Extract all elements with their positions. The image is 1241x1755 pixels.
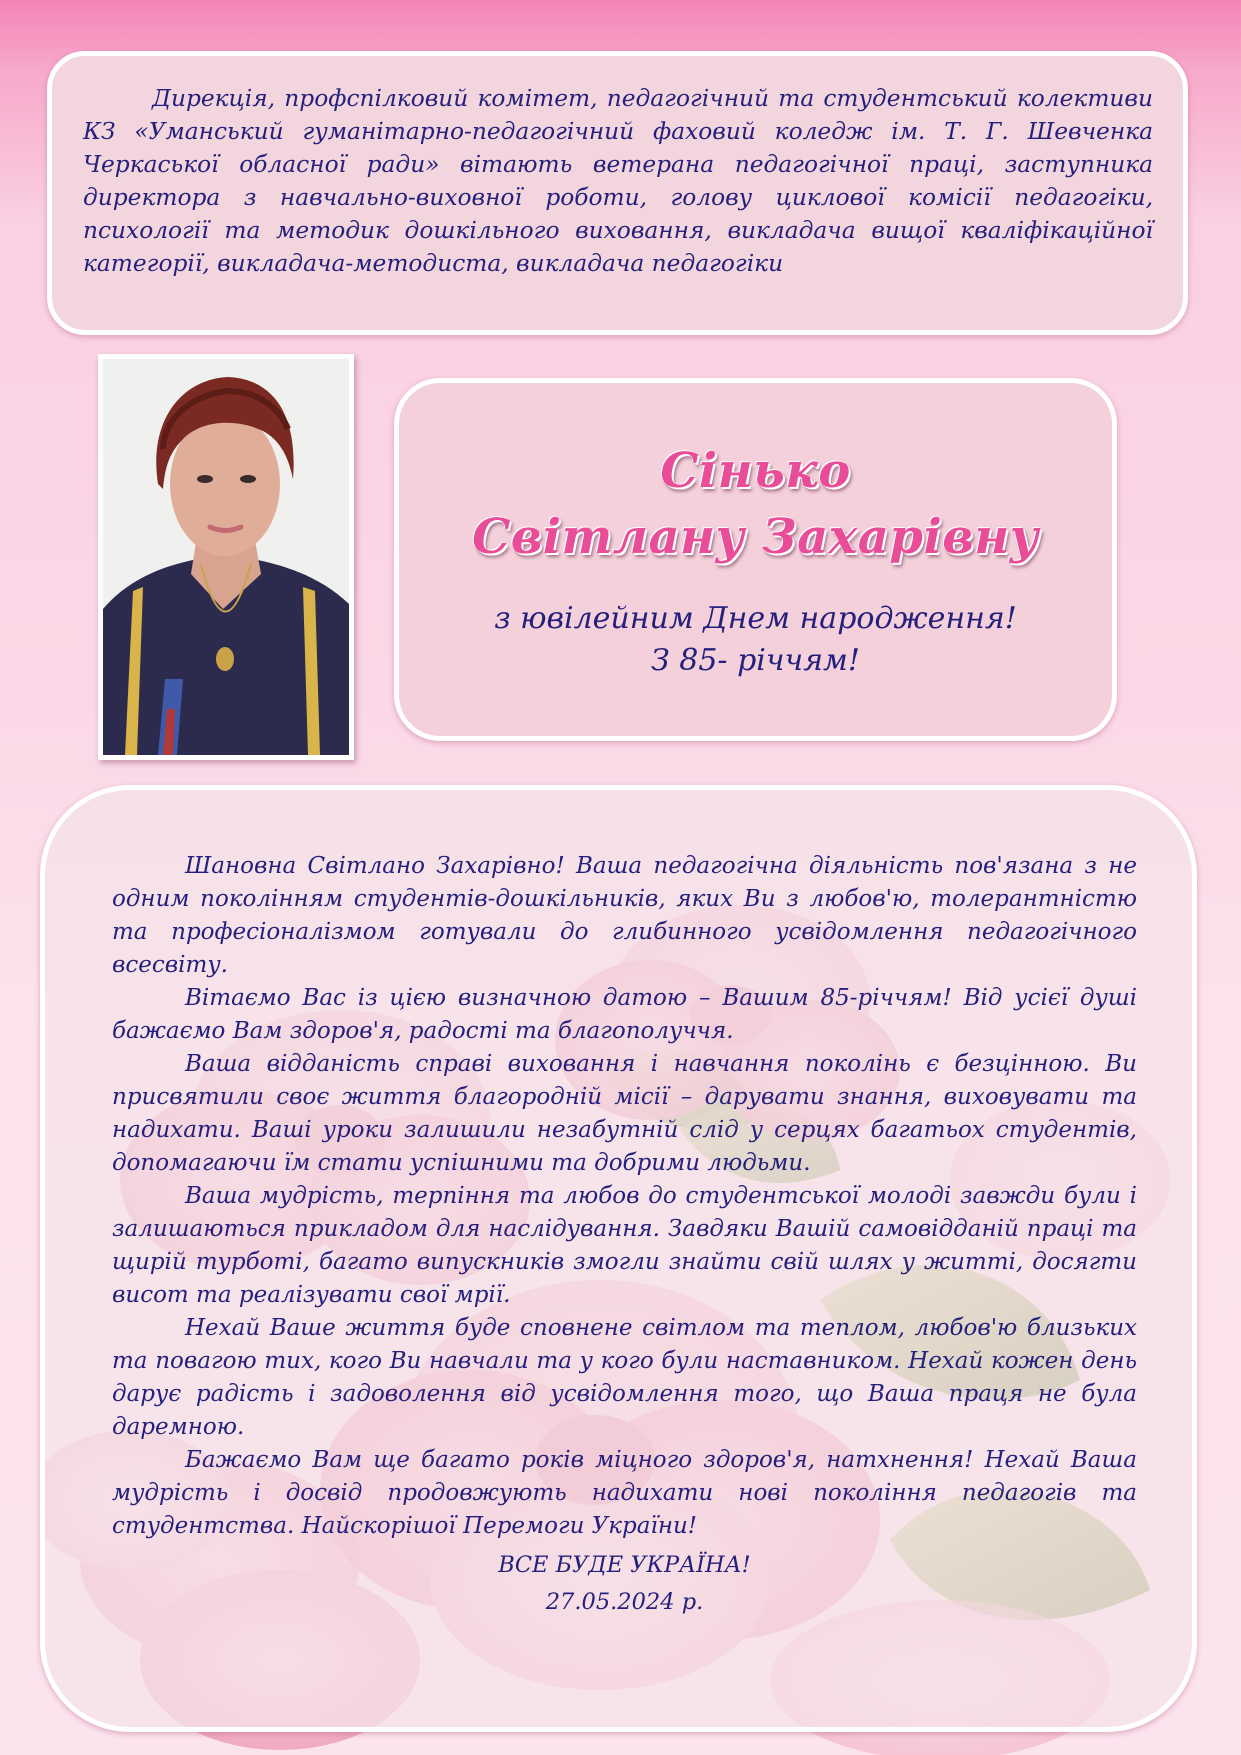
date: 27.05.2024 р. [545,1589,704,1615]
message-paragraph: Ваша відданість справі виховання і навчання поколінь є безцінною. Ви присвятили своє життя благородній місії – дарувати знання, виховувати та надихати. Ваші уроки залишили незабутній слід у серцях багатьох студентів, допомагаючи їм стати успішними та добрими людьми. [112,1051,1137,1176]
name-panel [394,378,1117,741]
honoree-given-names: Світлану Захарівну [472,509,1039,565]
honoree-surname: Сінько [660,443,851,499]
intro-text: Дирекція, профспілковий комітет, педагогічний та студентський колективи КЗ «Уманський гуманітарно-педагогічний фаховий коледж ім. Т. Г. Шевченка Черкаської обласної ради» вітають ветерана педагогічної праці, заступника директора з навчально-виховної роботи, голову циклової комісії педагогіки, психології та методик дошкільного виховання, викладача вищої кваліфікаційної категорії, викладача-методиста, викладача педагогіки [83,85,1153,277]
message-paragraph: Бажаємо Вам ще багато років міцного здоров'я, натхнення! Нехай Ваша мудрість і досвід продовжують надихати нові покоління педагогів та студентства. Найскорішої Перемоги України! [112,1447,1137,1539]
message-paragraph: Ваша мудрість, терпіння та любов до студентської молоді завжди були і залишаються прикладом для наслідування. Завдяки Вашій самовідданій праці та щирій турботі, багато випускників змогли знайти свій шлях у житті, досягти висот та реалізувати свої мрії. [112,1183,1137,1308]
message-paragraph: Вітаємо Вас із цією визначною датою – Вашим 85-річчям! Від усієї душі бажаємо Вам здоров'я, радості та благополуччя. [112,985,1137,1044]
portrait-photo [98,354,354,760]
message-panel [40,785,1197,1732]
slogan: ВСЕ БУДЕ УКРАЇНА! [498,1552,751,1578]
message-paragraph: Нехай Ваше життя буде сповнене світлом та теплом, любов'ю близьких та повагою тих, кого Ви навчали та у кого були наставником. Нехай кожен день дарує радість і задоволення від усвідомлення того, що Ваша праця не була даремною. [112,1315,1137,1440]
birthday-greeting: з ювілейним Днем народження! [494,601,1017,636]
message-paragraph: Шановна Світлано Захарівно! Ваша педагогічна діяльність пов'язана з не одним поколінням студентів-дошкільників, яких Ви з любов'ю, толерантністю та професіоналізмом готували до глибинного усвідомлення педагогічного всесвіту. [112,853,1137,978]
anniversary-line: З 85- річчям! [651,643,860,678]
intro-panel [47,51,1188,335]
